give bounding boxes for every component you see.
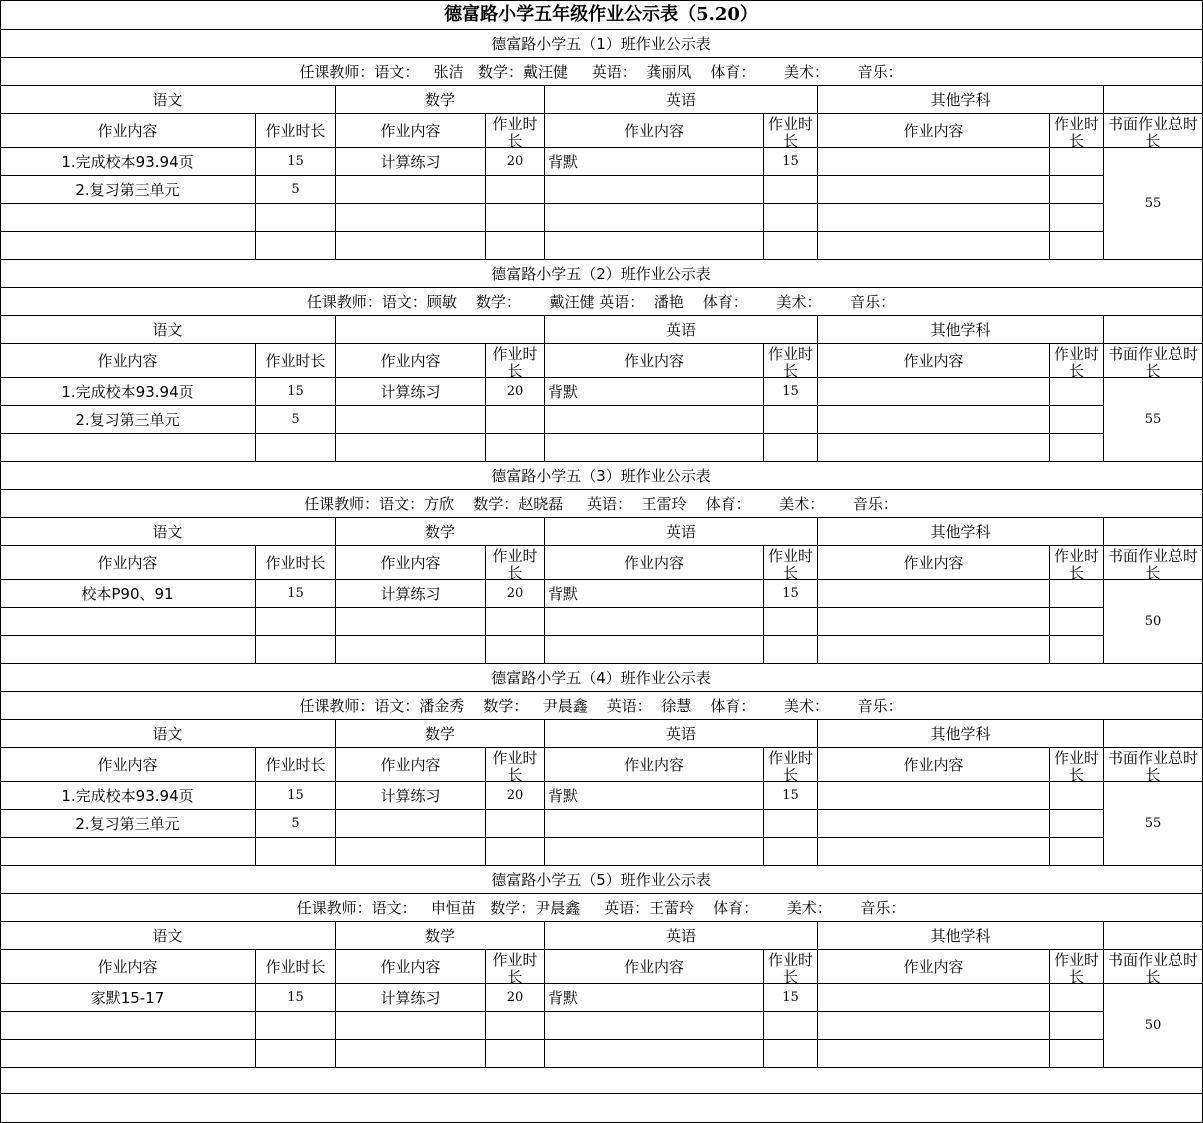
col-english-content: 作业内容 bbox=[545, 748, 764, 782]
class-title: 德富路小学五（2）班作业公示表 bbox=[0, 260, 1203, 288]
col-math-content: 作业内容 bbox=[336, 546, 486, 580]
subject-header-other: 其他学科 bbox=[818, 922, 1104, 950]
cell-english bbox=[545, 636, 764, 664]
empty-row bbox=[0, 1094, 1203, 1123]
col-math-content: 作业内容 bbox=[336, 748, 486, 782]
cell-other bbox=[818, 148, 1050, 176]
cell-math-time bbox=[486, 204, 545, 232]
cell-chinese: 2.复习第三单元 bbox=[0, 810, 256, 838]
col-english-content: 作业内容 bbox=[545, 344, 764, 378]
cell-chinese-time: 15 bbox=[256, 378, 336, 406]
col-chinese-content: 作业内容 bbox=[0, 344, 256, 378]
cell-other bbox=[818, 838, 1050, 866]
cell-chinese-time: 15 bbox=[256, 148, 336, 176]
teacher-list: 任课教师：语文： 张洁 数学：戴汪健 英语： 龚丽凤 体育： 美术： 音乐： bbox=[0, 58, 1203, 86]
col-other-content: 作业内容 bbox=[818, 114, 1050, 148]
cell-math bbox=[336, 1012, 486, 1040]
col-english-duration: 作业时长 bbox=[764, 546, 818, 580]
subject-header-chinese: 语文 bbox=[0, 518, 336, 546]
cell-other bbox=[818, 378, 1050, 406]
cell-english bbox=[545, 1040, 764, 1068]
col-total-duration: 书面作业总时长 bbox=[1104, 950, 1203, 984]
col-math-content: 作业内容 bbox=[336, 950, 486, 984]
total-duration-value: 55 bbox=[1104, 378, 1203, 462]
teacher-list: 任课教师：语文：潘金秀 数学： 尹晨鑫 英语： 徐慧 体育： 美术： 音乐： bbox=[0, 692, 1203, 720]
cell-math bbox=[336, 434, 486, 462]
cell-other-time bbox=[1050, 580, 1104, 608]
cell-chinese-time bbox=[256, 434, 336, 462]
cell-english bbox=[545, 176, 764, 204]
subject-header-chinese: 语文 bbox=[0, 922, 336, 950]
total-duration-value: 55 bbox=[1104, 148, 1203, 260]
col-chinese-duration: 作业时长 bbox=[256, 950, 336, 984]
cell-english-time bbox=[764, 636, 818, 664]
subject-header-math: 数学 bbox=[336, 86, 545, 114]
cell-english: 背默 bbox=[545, 984, 764, 1012]
cell-chinese-time bbox=[256, 838, 336, 866]
cell-english-time bbox=[764, 434, 818, 462]
cell-english-time: 15 bbox=[764, 580, 818, 608]
col-other-duration: 作业时长 bbox=[1050, 950, 1104, 984]
cell-english: 背默 bbox=[545, 580, 764, 608]
cell-english bbox=[545, 810, 764, 838]
cell-other-time bbox=[1050, 1040, 1104, 1068]
subject-header-chinese: 语文 bbox=[0, 86, 336, 114]
cell-math-time: 20 bbox=[486, 378, 545, 406]
teacher-list: 任课教师：语文：顾敏 数学： 戴汪健 英语： 潘艳 体育： 美术： 音乐： bbox=[0, 288, 1203, 316]
cell-english-time bbox=[764, 176, 818, 204]
cell-math bbox=[336, 608, 486, 636]
total-duration-value: 50 bbox=[1104, 984, 1203, 1068]
cell-english-time: 15 bbox=[764, 148, 818, 176]
subject-header-other: 其他学科 bbox=[818, 518, 1104, 546]
cell-chinese-time bbox=[256, 1012, 336, 1040]
subject-header-math bbox=[336, 316, 545, 344]
cell-other-time bbox=[1050, 810, 1104, 838]
col-math-duration: 作业时长 bbox=[486, 114, 545, 148]
cell-math-time: 20 bbox=[486, 148, 545, 176]
col-other-duration: 作业时长 bbox=[1050, 748, 1104, 782]
cell-other bbox=[818, 204, 1050, 232]
col-other-duration: 作业时长 bbox=[1050, 344, 1104, 378]
cell-other bbox=[818, 782, 1050, 810]
col-chinese-duration: 作业时长 bbox=[256, 748, 336, 782]
cell-math bbox=[336, 636, 486, 664]
cell-english: 背默 bbox=[545, 782, 764, 810]
subject-header-blank bbox=[1104, 720, 1203, 748]
subject-header-blank bbox=[1104, 518, 1203, 546]
class-title: 德富路小学五（1）班作业公示表 bbox=[0, 30, 1203, 58]
total-duration-value: 50 bbox=[1104, 580, 1203, 664]
cell-other bbox=[818, 636, 1050, 664]
cell-math-time bbox=[486, 406, 545, 434]
cell-english: 背默 bbox=[545, 148, 764, 176]
cell-english: 背默 bbox=[545, 378, 764, 406]
subject-header-other: 其他学科 bbox=[818, 316, 1104, 344]
col-other-content: 作业内容 bbox=[818, 546, 1050, 580]
cell-other-time bbox=[1050, 204, 1104, 232]
cell-math-time bbox=[486, 608, 545, 636]
class-title: 德富路小学五（4）班作业公示表 bbox=[0, 664, 1203, 692]
col-math-content: 作业内容 bbox=[336, 344, 486, 378]
col-chinese-content: 作业内容 bbox=[0, 546, 256, 580]
cell-other bbox=[818, 434, 1050, 462]
cell-other bbox=[818, 608, 1050, 636]
col-other-duration: 作业时长 bbox=[1050, 546, 1104, 580]
col-math-duration: 作业时长 bbox=[486, 546, 545, 580]
cell-chinese: 2.复习第三单元 bbox=[0, 176, 256, 204]
cell-other bbox=[818, 810, 1050, 838]
col-english-duration: 作业时长 bbox=[764, 748, 818, 782]
subject-header-math: 数学 bbox=[336, 922, 545, 950]
cell-other bbox=[818, 1040, 1050, 1068]
cell-other-time bbox=[1050, 434, 1104, 462]
cell-math-time: 20 bbox=[486, 782, 545, 810]
cell-english-time bbox=[764, 1012, 818, 1040]
cell-other-time bbox=[1050, 1012, 1104, 1040]
cell-math-time bbox=[486, 838, 545, 866]
col-total-duration: 书面作业总时长 bbox=[1104, 546, 1203, 580]
cell-math-time bbox=[486, 810, 545, 838]
cell-math: 计算练习 bbox=[336, 984, 486, 1012]
cell-other-time bbox=[1050, 176, 1104, 204]
cell-other-time bbox=[1050, 838, 1104, 866]
cell-math-time bbox=[486, 232, 545, 260]
cell-chinese-time: 5 bbox=[256, 810, 336, 838]
cell-other-time bbox=[1050, 608, 1104, 636]
cell-chinese: 家默15-17 bbox=[0, 984, 256, 1012]
col-english-content: 作业内容 bbox=[545, 546, 764, 580]
subject-header-chinese: 语文 bbox=[0, 316, 336, 344]
cell-chinese-time: 5 bbox=[256, 176, 336, 204]
cell-chinese bbox=[0, 434, 256, 462]
empty-row bbox=[0, 1066, 1203, 1094]
col-chinese-duration: 作业时长 bbox=[256, 114, 336, 148]
cell-math: 计算练习 bbox=[336, 378, 486, 406]
cell-other-time bbox=[1050, 406, 1104, 434]
col-math-duration: 作业时长 bbox=[486, 748, 545, 782]
col-other-content: 作业内容 bbox=[818, 950, 1050, 984]
col-chinese-content: 作业内容 bbox=[0, 748, 256, 782]
subject-header-blank bbox=[1104, 316, 1203, 344]
cell-chinese: 1.完成校本93.94页 bbox=[0, 148, 256, 176]
cell-english bbox=[545, 406, 764, 434]
cell-other-time bbox=[1050, 232, 1104, 260]
cell-chinese: 校本P90、91 bbox=[0, 580, 256, 608]
subject-header-blank bbox=[1104, 922, 1203, 950]
cell-math-time bbox=[486, 1040, 545, 1068]
cell-chinese bbox=[0, 204, 256, 232]
cell-math-time bbox=[486, 176, 545, 204]
cell-chinese bbox=[0, 636, 256, 664]
cell-english-time bbox=[764, 608, 818, 636]
cell-english bbox=[545, 1012, 764, 1040]
cell-math bbox=[336, 838, 486, 866]
col-chinese-content: 作业内容 bbox=[0, 950, 256, 984]
col-english-duration: 作业时长 bbox=[764, 344, 818, 378]
cell-math: 计算练习 bbox=[336, 782, 486, 810]
col-other-duration: 作业时长 bbox=[1050, 114, 1104, 148]
cell-chinese bbox=[0, 232, 256, 260]
cell-english-time bbox=[764, 838, 818, 866]
cell-chinese: 2.复习第三单元 bbox=[0, 406, 256, 434]
subject-header-math: 数学 bbox=[336, 720, 545, 748]
cell-chinese-time bbox=[256, 204, 336, 232]
subject-header-math: 数学 bbox=[336, 518, 545, 546]
col-english-content: 作业内容 bbox=[545, 114, 764, 148]
cell-other bbox=[818, 984, 1050, 1012]
col-math-duration: 作业时长 bbox=[486, 344, 545, 378]
cell-english-time: 15 bbox=[764, 782, 818, 810]
cell-math bbox=[336, 810, 486, 838]
cell-english bbox=[545, 608, 764, 636]
col-english-duration: 作业时长 bbox=[764, 950, 818, 984]
total-duration-value: 55 bbox=[1104, 782, 1203, 866]
cell-math: 计算练习 bbox=[336, 148, 486, 176]
cell-math bbox=[336, 176, 486, 204]
cell-chinese-time: 15 bbox=[256, 782, 336, 810]
cell-chinese-time: 5 bbox=[256, 406, 336, 434]
col-total-duration: 书面作业总时长 bbox=[1104, 114, 1203, 148]
subject-header-english: 英语 bbox=[545, 922, 818, 950]
class-title: 德富路小学五（3）班作业公示表 bbox=[0, 462, 1203, 490]
cell-other bbox=[818, 176, 1050, 204]
cell-math bbox=[336, 406, 486, 434]
col-chinese-duration: 作业时长 bbox=[256, 546, 336, 580]
cell-english bbox=[545, 232, 764, 260]
cell-english-time bbox=[764, 204, 818, 232]
cell-math-time bbox=[486, 1012, 545, 1040]
cell-chinese-time: 15 bbox=[256, 580, 336, 608]
subject-header-blank bbox=[1104, 86, 1203, 114]
cell-math-time: 20 bbox=[486, 580, 545, 608]
col-other-content: 作业内容 bbox=[818, 748, 1050, 782]
subject-header-english: 英语 bbox=[545, 86, 818, 114]
cell-english bbox=[545, 838, 764, 866]
cell-math-time: 20 bbox=[486, 984, 545, 1012]
subject-header-other: 其他学科 bbox=[818, 86, 1104, 114]
col-math-duration: 作业时长 bbox=[486, 950, 545, 984]
teacher-list: 任课教师：语文： 申恒苗 数学：尹晨鑫 英语：王蕾玲 体育： 美术： 音乐： bbox=[0, 894, 1203, 922]
cell-other-time bbox=[1050, 148, 1104, 176]
subject-header-english: 英语 bbox=[545, 720, 818, 748]
cell-chinese-time bbox=[256, 636, 336, 664]
cell-math: 计算练习 bbox=[336, 580, 486, 608]
cell-chinese-time: 15 bbox=[256, 984, 336, 1012]
cell-other-time bbox=[1050, 984, 1104, 1012]
cell-chinese: 1.完成校本93.94页 bbox=[0, 378, 256, 406]
cell-other-time bbox=[1050, 378, 1104, 406]
cell-math bbox=[336, 232, 486, 260]
cell-math-time bbox=[486, 636, 545, 664]
cell-english bbox=[545, 434, 764, 462]
cell-other bbox=[818, 1012, 1050, 1040]
cell-chinese-time bbox=[256, 1040, 336, 1068]
cell-chinese-time bbox=[256, 232, 336, 260]
cell-chinese bbox=[0, 838, 256, 866]
cell-other bbox=[818, 406, 1050, 434]
cell-english-time bbox=[764, 406, 818, 434]
col-chinese-content: 作业内容 bbox=[0, 114, 256, 148]
cell-other bbox=[818, 580, 1050, 608]
cell-chinese-time bbox=[256, 608, 336, 636]
cell-other bbox=[818, 232, 1050, 260]
cell-chinese bbox=[0, 1040, 256, 1068]
cell-english-time bbox=[764, 810, 818, 838]
class-title: 德富路小学五（5）班作业公示表 bbox=[0, 866, 1203, 894]
teacher-list: 任课教师：语文：方欣 数学：赵晓磊 英语： 王雷玲 体育： 美术： 音乐： bbox=[0, 490, 1203, 518]
cell-chinese bbox=[0, 1012, 256, 1040]
cell-english-time: 15 bbox=[764, 378, 818, 406]
subject-header-other: 其他学科 bbox=[818, 720, 1104, 748]
cell-math bbox=[336, 204, 486, 232]
cell-other-time bbox=[1050, 782, 1104, 810]
cell-other-time bbox=[1050, 636, 1104, 664]
cell-math-time bbox=[486, 434, 545, 462]
cell-english bbox=[545, 204, 764, 232]
subject-header-english: 英语 bbox=[545, 316, 818, 344]
col-math-content: 作业内容 bbox=[336, 114, 486, 148]
cell-chinese: 1.完成校本93.94页 bbox=[0, 782, 256, 810]
subject-header-english: 英语 bbox=[545, 518, 818, 546]
col-other-content: 作业内容 bbox=[818, 344, 1050, 378]
col-total-duration: 书面作业总时长 bbox=[1104, 748, 1203, 782]
col-chinese-duration: 作业时长 bbox=[256, 344, 336, 378]
cell-chinese bbox=[0, 608, 256, 636]
subject-header-chinese: 语文 bbox=[0, 720, 336, 748]
cell-english-time bbox=[764, 232, 818, 260]
cell-math bbox=[336, 1040, 486, 1068]
cell-english-time bbox=[764, 1040, 818, 1068]
cell-english-time: 15 bbox=[764, 984, 818, 1012]
col-english-content: 作业内容 bbox=[545, 950, 764, 984]
col-english-duration: 作业时长 bbox=[764, 114, 818, 148]
sheet-title: 德富路小学五年级作业公示表（5.20） bbox=[0, 0, 1203, 30]
col-total-duration: 书面作业总时长 bbox=[1104, 344, 1203, 378]
